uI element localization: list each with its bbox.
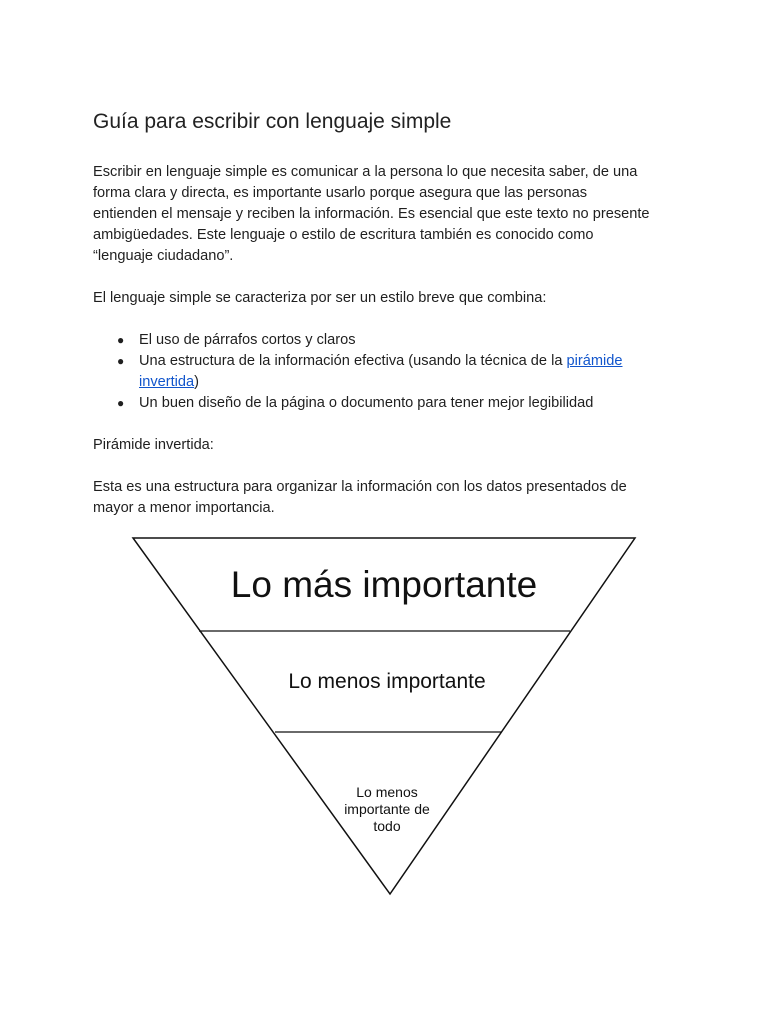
pyramid-level-2-label: Lo menos importante <box>288 670 486 693</box>
pyramid-level-1-label: Lo más importante <box>230 564 538 605</box>
bullet-icon: ● <box>117 396 125 410</box>
characteristics-list <box>93 330 653 414</box>
pyramid-level-3-label-line-3: todo <box>373 818 401 834</box>
list-item-text: Una estructura de la información efectiva (usando la técnica de la <box>139 353 567 369</box>
list-item-text: El uso de párrafos cortos y claros <box>139 332 356 348</box>
list-item <box>93 330 653 351</box>
pyramid-level-3-label-line-1: Lo menos <box>356 784 418 800</box>
pyramid-heading: Pirámide invertida: <box>93 437 214 453</box>
piramide-invertida-link[interactable]: pirámide invertida <box>139 353 623 390</box>
inverted-pyramid-svg <box>128 534 640 898</box>
bullet-icon: ● <box>117 354 125 368</box>
document-title: Guía para escribir con lenguaje simple <box>93 110 452 133</box>
inverted-pyramid-diagram <box>128 534 640 898</box>
document-body <box>93 108 653 540</box>
intro-paragraph: Escribir en lenguaje simple es comunicar a la persona lo que necesita saber, de una forma clara y directa, es importante usarlo porque asegura que las personas entienden el mensaje y reciben la información. Es esencial que este texto no presente ambigüedades. Este lenguaje o estilo de escritura también es conocido como “lenguaje ciudadano”. <box>93 164 650 264</box>
list-item-text-end: ) <box>194 374 200 390</box>
pyramid-description: Esta es una estructura para organizar la información con los datos presentados de mayor a menor importancia. <box>93 479 627 516</box>
bullet-icon: ● <box>117 333 125 347</box>
list-item <box>93 351 653 393</box>
characteristics-paragraph: El lenguaje simple se caracteriza por ser un estilo breve que combina: <box>93 290 547 306</box>
list-item <box>93 393 653 414</box>
pyramid-level-3-label-line-2: importante de <box>344 801 430 817</box>
list-item-text: Un buen diseño de la página o documento para tener mejor legibilidad <box>139 395 594 411</box>
